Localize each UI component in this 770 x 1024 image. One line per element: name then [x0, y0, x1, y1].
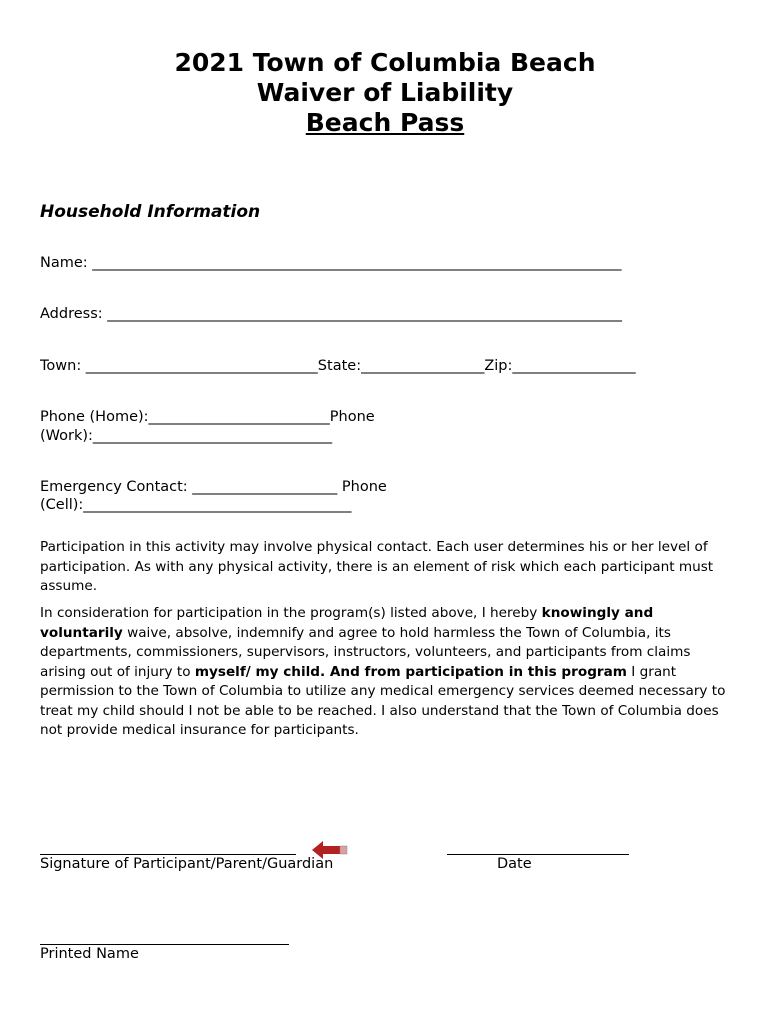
participant-signature-label: Signature of Participant/Parent/Guardian	[40, 856, 334, 872]
waiver-paragraph	[40, 604, 735, 741]
waiver-text-e: I grant permission to the Town of Columbia to utilize any medical emergency services deemed necessary to treat my child should I not be able to be reached. I also understand that the Town of Columbia does not provide medical insurance for participants.	[40, 663, 726, 738]
name-field[interactable]: Name: _________________________________________________________________________	[40, 255, 622, 271]
title-line-3	[0, 108, 770, 138]
printed-name-label: Printed Name	[40, 946, 139, 962]
beach-pass-title: Beach Pass	[305, 108, 465, 137]
arrow-tail	[340, 846, 347, 854]
waiver-text-bold-1: knowingly and voluntarily	[40, 605, 654, 641]
participant-signature-line[interactable]	[40, 854, 296, 855]
household-heading: Household Information	[40, 202, 261, 222]
phone-work-field[interactable]: (Work):_________________________________	[40, 428, 333, 444]
date-label: Date	[497, 856, 532, 872]
town-state-zip-field[interactable]: Town: ________________________________State:_________________Zip:_________________	[40, 358, 636, 374]
printed-name-line[interactable]	[40, 944, 289, 945]
emergency-contact-field[interactable]: Emergency Contact: ____________________ Phone	[40, 479, 387, 495]
phone-home-field[interactable]: Phone (Home):_________________________Phone	[40, 409, 375, 425]
title-line-1: 2021 Town of Columbia Beach	[174, 48, 596, 77]
waiver-text-a: In consideration for participation in the program(s) listed above, I hereby	[40, 605, 542, 621]
emergency-cell-field[interactable]: (Cell):_____________________________________	[40, 497, 352, 513]
address-field[interactable]: Address: _______________________________________________________________________	[40, 306, 622, 322]
date-line[interactable]	[447, 854, 629, 855]
waiver-text-bold-2: myself/ my child. And from participation in this program	[194, 663, 627, 680]
waiver-text-c: waive, absolve, indemnify and agree to hold harmless the Town of Columbia, its departments, commissioners, supervisors, instructors, volunteers, and participants from claims arising out of injury to	[40, 624, 691, 680]
title-line-2: Waiver of Liability	[256, 78, 514, 107]
risk-paragraph: Participation in this activity may involve physical contact. Each user determines his or her level of participation. As with any physical activity, there is an element of risk which each participant must assume.	[40, 539, 714, 594]
